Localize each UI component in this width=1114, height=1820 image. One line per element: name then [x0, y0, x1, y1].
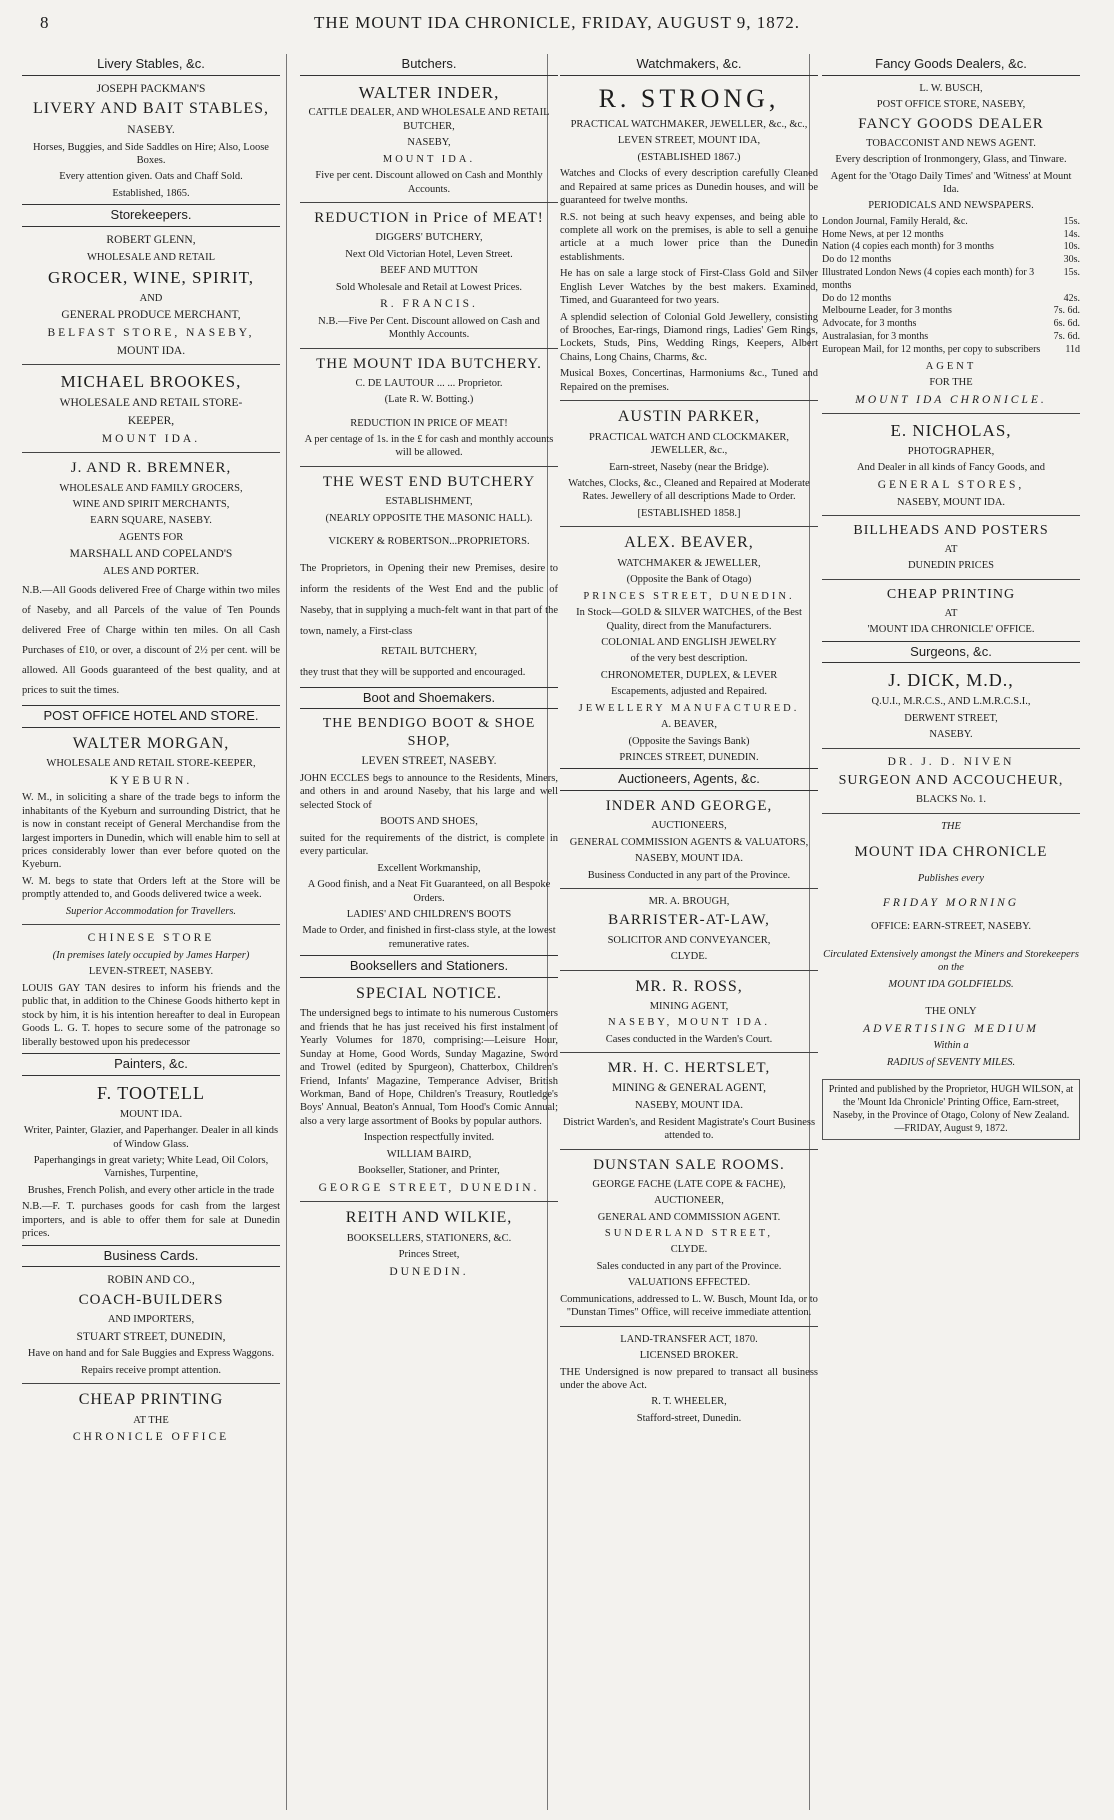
ad-body: Every attention given. Oats and Chaff Sold. — [59, 171, 243, 183]
ad-line: ADVERTISING MEDIUM — [863, 1022, 1039, 1035]
ad-title: DUNSTAN SALE ROOMS. — [593, 1156, 785, 1173]
ad-tootell — [22, 1082, 280, 1241]
ad-body: The Proprietors, in Opening their new Premises, desire to inform the residents of the West End and the public of Naseby, that in supplying a much-felt want in that part of the town, namely, a First-class — [300, 563, 558, 638]
ad-line: DERWENT STREET, — [904, 712, 998, 724]
ad-body: The undersigned begs to intimate to his numerous Customers and friends that he has just received his first instalment of Yearly Volumes for 1870, comprising:—Leisure Hour, Sunday at Home, Good Words, Sunday Magazine, Sword and Trowel (edited by Spurgeon), Chatterbox, Children's Friend, Infants' Magazine, Temperance Adviser, British Workman, Band of Hope, Children's Treasury, Routledge's Boys' Annual, Beaton's Annual, Tom Hood's Comic Annual; also a very large assortment of Books by popular authors. — [300, 1008, 558, 1127]
imprint: Printed and published by the Proprietor, HUGH WILSON, at the 'Mount Ida Chronicle' Printing Office, Earn-street, Naseby, in the Province of Otago, Colony of New Zealand. —FRIDAY, August 9, 1872. — [822, 1079, 1080, 1140]
ad-body: Established, 1865. — [112, 187, 190, 199]
ad-line: Inspection respectfully invited. — [363, 1132, 495, 1144]
divider — [822, 579, 1080, 580]
ad-body: Agent for the 'Otago Daily Times' and 'Witness' at Mount Ida. — [830, 170, 1072, 195]
ad-title: AUSTIN PARKER, — [617, 408, 761, 426]
ad-line: MINING AGENT, — [649, 1000, 729, 1012]
ad-body: Made to Order, and finished in first-class style, at the lowest remunerative rates. — [302, 925, 556, 950]
periodical-row — [822, 254, 1080, 267]
periodical-name: Australasian, for 3 months — [822, 331, 929, 343]
ad-line: BOOTS AND SHOES, — [380, 816, 478, 828]
periodical-price: 6s. 6d. — [1053, 318, 1080, 330]
ad-body: Business Conducted in any part of the Province. — [587, 869, 791, 881]
ad-line: LEVEN-STREET, NASEBY. — [88, 966, 214, 978]
periodical-row — [822, 331, 1080, 344]
ad-line: Next Old Victorian Hotel, Leven Street. — [345, 248, 513, 260]
ad-line: A. BEAVER, — [660, 719, 718, 731]
ad-body: Every description of Ironmongery, Glass, and Tinware. — [835, 154, 1067, 166]
ad-line: MOUNT IDA. — [382, 153, 476, 165]
ad-line: JEWELLERY MANUFACTURED. — [578, 702, 800, 714]
ad-line: (Opposite the Bank of Otago) — [626, 574, 752, 586]
ad-body: W. M. begs to state that Orders left at the Store will be promptly attended to, and Goods delivered twice a week. — [22, 875, 280, 901]
ad-title: CHEAP PRINTING — [886, 586, 1016, 602]
ad-line: WINE AND SPIRIT MERCHANTS, — [72, 498, 230, 510]
ad-mount-ida-chronicle — [822, 820, 1080, 1070]
divider — [822, 515, 1080, 516]
ad-line: LICENSED BROKER. — [639, 1350, 739, 1362]
section-header: Business Cards. — [22, 1245, 280, 1268]
ad-body: N.B.—F. T. purchases goods for cash from the largest importers, and is able to offer them for sale at Dunedin prices. — [22, 1201, 280, 1240]
ad-title: REDUCTION in Price of MEAT! — [314, 210, 544, 226]
divider — [22, 452, 280, 453]
ad-line: CLYDE. — [670, 1244, 708, 1256]
ad-line: WHOLESALE AND RETAIL STORE- — [59, 397, 243, 410]
ad-title: SPECIAL NOTICE. — [356, 984, 502, 1002]
ad-body: THE Undersigned is now prepared to transact all business under the above Act. — [560, 1366, 818, 1391]
section-header: Watchmakers, &c. — [560, 54, 818, 76]
ad-body: JOHN ECCLES begs to announce to the Residents, Miners, and others in and around Naseby, that his large and well selected Stock of — [300, 773, 558, 811]
ad-line: KYEBURN. — [109, 774, 193, 787]
ad-line: THE — [941, 820, 961, 832]
ad-body: Cases conducted in the Warden's Court. — [605, 1033, 773, 1045]
ad-francis — [300, 209, 558, 342]
ad-title: LIVERY AND BAIT STABLES, — [32, 100, 270, 118]
divider — [300, 1201, 558, 1202]
ad-line: (NEARLY OPPOSITE THE MASONIC HALL). — [325, 512, 533, 524]
ad-niven — [822, 755, 1080, 807]
periodical-name: Nation (4 copies each month) for 3 months — [822, 241, 994, 253]
ad-line: WHOLESALE AND FAMILY GROCERS, — [59, 482, 243, 494]
ad-dunstan — [560, 1156, 818, 1320]
ad-line: GEORGE FACHE (LATE COPE & FACHE), — [592, 1178, 786, 1190]
ad-line: Circulated Extensively amongst the Miners and Storekeepers on the — [823, 948, 1079, 974]
periodical-price: 15s. — [1063, 215, 1080, 227]
ad-line: ALES AND PORTER. — [103, 565, 199, 577]
ad-line: GENERAL AND COMMISSION AGENT. — [597, 1211, 781, 1223]
periodical-price: 42s. — [1063, 292, 1080, 304]
ad-line: PRACTICAL WATCHMAKER, JEWELLER, &c., &c., — [570, 118, 808, 130]
ad-hertslet — [560, 1059, 818, 1142]
section-header: Boot and Shoemakers. — [300, 687, 558, 710]
ad-line: AUCTIONEERS, — [651, 820, 727, 832]
periodical-row — [822, 293, 1080, 306]
section-header: Booksellers and Stationers. — [300, 955, 558, 978]
periodical-price: 10s. — [1063, 241, 1080, 253]
section-header: Surgeons, &c. — [822, 641, 1080, 664]
ad-body: In Stock—GOLD & SILVER WATCHES, of the Best Quality, direct from the Manufacturers. — [576, 607, 802, 632]
ad-west-end — [300, 473, 558, 683]
ad-cheap-printing — [22, 1390, 280, 1445]
section-header: Auctioneers, Agents, &c. — [560, 768, 818, 791]
periodical-row — [822, 344, 1080, 357]
ad-line: BOOKSELLERS, STATIONERS, &C. — [346, 1232, 512, 1244]
column-1 — [22, 54, 280, 1810]
ad-body: A per centage of 1s. in the £ for cash and monthly accounts will be allowed. — [304, 434, 554, 459]
divider — [300, 202, 558, 203]
ad-line: MOUNT IDA. — [119, 1108, 183, 1120]
ad-line: GENERAL PRODUCE MERCHANT, — [61, 309, 241, 322]
ad-title: SURGEON AND ACCOUCHEUR, — [838, 773, 1064, 789]
ad-body: suited for the requirements of the district, is complete in every particular. — [300, 832, 558, 858]
ad-packman — [22, 82, 280, 201]
ad-line: (In premises lately occupied by James Harper) — [52, 949, 250, 961]
divider — [560, 400, 818, 401]
ad-body: Have on hand and for Sale Buggies and Express Waggons. — [27, 1348, 275, 1360]
ad-title: WALTER INDER, — [358, 82, 500, 102]
ad-line: LADIES' AND CHILDREN'S BOOTS — [346, 908, 512, 920]
ad-line: WHOLESALE AND RETAIL — [86, 251, 216, 263]
ad-line: Princes Street, — [398, 1249, 460, 1261]
ad-line: VICKERY & ROBERTSON...PROPRIETORS. — [328, 535, 530, 547]
ad-line: NASEBY. — [929, 729, 973, 741]
ad-line: NASEBY, MOUNT IDA. — [634, 853, 744, 865]
ad-line: EARN SQUARE, NASEBY. — [90, 515, 212, 527]
ad-line: AGENT — [925, 360, 977, 372]
ad-line: CLYDE. — [670, 951, 708, 963]
ad-land-transfer — [560, 1333, 818, 1426]
ad-beaver — [560, 533, 818, 764]
ad-morgan — [22, 734, 280, 919]
periodical-name: Do do 12 months — [822, 292, 892, 304]
ad-inder-george — [560, 797, 818, 882]
ad-line: AGENTS FOR — [118, 531, 184, 543]
ad-line: Earn-street, Naseby (near the Bridge). — [609, 461, 769, 473]
ad-line: ROBIN AND CO., — [107, 1274, 195, 1287]
ad-line: CHRONICLE OFFICE — [72, 1431, 230, 1444]
ad-line: DUNEDIN. — [389, 1265, 469, 1278]
ad-strong — [560, 82, 818, 395]
ad-parker — [560, 407, 818, 520]
ad-line: DR. J. D. NIVEN — [887, 755, 1015, 768]
ad-title: REITH AND WILKIE, — [345, 1209, 513, 1227]
divider — [560, 1326, 818, 1327]
ad-line: KEEPER, — [127, 414, 175, 427]
ad-body: A Good finish, and a Neat Fit Guaranteed, on all Bespoke Orders. — [307, 879, 551, 904]
section-header: Storekeepers. — [22, 204, 280, 227]
divider — [560, 526, 818, 527]
ad-line: R. FRANCIS. — [380, 297, 478, 310]
column-rule — [286, 54, 287, 1810]
ad-cheap-printing-2 — [822, 586, 1080, 637]
ad-line: MR. A. BROUGH, — [648, 896, 730, 908]
ad-busch — [822, 82, 1080, 408]
section-header: Butchers. — [300, 54, 558, 76]
divider — [300, 348, 558, 349]
ad-line: AT THE — [133, 1414, 169, 1426]
ad-line: TOBACCONIST AND NEWS AGENT. — [866, 137, 1036, 149]
periodical-name: Illustrated London News (4 copies each month) for 3 months — [822, 267, 1035, 291]
ad-line: BLACKS No. 1. — [915, 794, 986, 806]
ad-nicholas — [822, 420, 1080, 509]
ad-mount-ida-butchery — [300, 355, 558, 460]
periodical-row — [822, 318, 1080, 331]
ad-line: Stafford-street, Dunedin. — [636, 1412, 742, 1424]
periodical-row — [822, 229, 1080, 242]
ad-line: NASEBY, MOUNT IDA. — [896, 496, 1006, 508]
periodical-row — [822, 216, 1080, 229]
ad-line: MINING & GENERAL AGENT, — [612, 1082, 766, 1095]
ad-line: GEORGE STREET, DUNEDIN. — [318, 1181, 540, 1194]
ad-line: Bookseller, Stationer, and Printer, — [358, 1165, 500, 1177]
ad-line: DUNEDIN PRICES — [907, 560, 995, 572]
periodical-name: European Mail, for 12 months, per copy to subscribers — [822, 343, 1041, 355]
ad-line: Q.U.I., M.R.C.S., AND L.M.R.C.S.I., — [871, 696, 1031, 708]
masthead-title: THE MOUNT IDA CHRONICLE, FRIDAY, AUGUST 9, 1872. — [313, 13, 801, 32]
ad-line: (Late R. W. Botting.) — [384, 394, 474, 406]
ad-title: MOUNT IDA CHRONICLE — [854, 844, 1048, 861]
ad-line: 'MOUNT IDA CHRONICLE' OFFICE. — [867, 624, 1035, 636]
ad-line: MOUNT IDA. — [116, 344, 186, 357]
ad-bendigo — [300, 715, 558, 951]
ad-line: CATTLE DEALER, AND WHOLESALE AND RETAIL BUTCHER, — [308, 107, 550, 132]
ad-body: R.S. not being at such heavy expenses, and being able to complete all work on the premises, is able to sell a genuine article at a much lower price than the Dunedin establishments. — [560, 211, 818, 263]
ad-body: Watches, Clocks, &c., Cleaned and Repaired at Moderate Rates. Jewellery of all descriptions Made to Order. — [568, 477, 810, 503]
ad-body: A splendid selection of Colonial Gold Jewellery, consisting of Brooches, Ear-rings, Diamond rings, Ladies' Gem Rings, Lockets, Studs, Pins, Wedding Rings, Keepers, Albert Chains, Long Chains, Charms, &c. — [560, 311, 818, 363]
ad-body: W. M., in soliciting a share of the trade begs to inform the inhabitants of the Kyeburn and surrounding District, that he is now in constant receipt of General Merchandise from the largest importers in Dunedin, which will enable him to sell at prices considerably lower than ever before quoted on the Kyeburn. — [22, 792, 280, 871]
periodical-price: 7s. 6d. — [1053, 331, 1080, 343]
ad-chinese-store — [22, 931, 280, 1049]
ad-title: CHINESE STORE — [87, 932, 215, 945]
ad-line: And Dealer in all kinds of Fancy Goods, and — [856, 462, 1046, 474]
ad-body: District Warden's, and Resident Magistrate's Court Business attended to. — [562, 1116, 816, 1142]
ad-billheads — [822, 522, 1080, 573]
ad-baird — [300, 984, 558, 1195]
ad-reith — [300, 1208, 558, 1279]
ad-title: J. AND R. BREMNER, — [70, 460, 232, 477]
ad-title: F. TOOTELL — [97, 1082, 205, 1103]
ad-title: COACH-BUILDERS — [78, 1291, 224, 1308]
ad-line: VALUATIONS EFFECTED. — [627, 1277, 751, 1289]
ad-title: THE BENDIGO BOOT & SHOE SHOP, — [322, 716, 536, 750]
ad-title: FANCY GOODS DEALER — [858, 115, 1044, 132]
ad-glenn — [22, 233, 280, 359]
ad-body: Watches and Clocks of every description carefully Cleaned and Repaired at same prices as Dunedin houses, and will be guaranteed for twelve months. — [560, 168, 818, 207]
ad-line: CHRONOMETER, DUPLEX, & LEVER — [600, 669, 778, 681]
divider — [560, 888, 818, 889]
section-header: POST OFFICE HOTEL AND STORE. — [22, 705, 280, 728]
ad-line: LAND-TRANSFER ACT, 1870. — [620, 1333, 758, 1345]
ad-body: they trust that they will be supported and encouraged. — [300, 666, 526, 678]
ad-line: FOR THE — [929, 377, 973, 389]
divider — [300, 466, 558, 467]
ad-line: Excellent Workmanship, — [377, 862, 481, 874]
ad-line: Publishes every — [917, 873, 985, 885]
section-header: Livery Stables, &c. — [22, 54, 280, 76]
ad-body: Musical Boxes, Concertinas, Harmoniums &c., Tuned and Repaired on the premises. — [560, 368, 818, 393]
ad-line: PRACTICAL WATCH AND CLOCKMAKER, JEWELLER, &c., — [588, 431, 790, 457]
divider — [22, 364, 280, 365]
ad-body: N.B.—All Goods delivered Free of Charge within two miles of Naseby, and all Parcels of the value of Ten Pounds delivered Free of Charge within ten miles. On all Cash Purchases of £10, or over, a discount of 2½ per cent. will be allowed. All Goods guaranteed of the best quality, and at prices to suit the times. — [22, 585, 280, 697]
ad-line: Within a — [933, 1040, 969, 1052]
ad-line: SUNDERLAND STREET, — [604, 1228, 774, 1240]
ad-line: POST OFFICE STORE, NASEBY, — [876, 99, 1026, 111]
ad-body: Sales conducted in any part of the Province. — [596, 1260, 782, 1272]
column-2 — [300, 54, 558, 1810]
ad-line: of the very best description. — [630, 653, 748, 665]
divider — [560, 1052, 818, 1053]
column-3 — [560, 54, 818, 1810]
ad-line: MOUNT IDA GOLDFIELDS. — [888, 978, 1014, 990]
ad-ross — [560, 977, 818, 1047]
ad-title: ALEX. BEAVER, — [624, 534, 754, 552]
ad-line: ROBERT GLENN, — [106, 233, 196, 246]
ad-line: Escapements, adjusted and Repaired. — [611, 686, 767, 698]
ad-line: NASEBY. — [127, 123, 175, 136]
ad-title: THE WEST END BUTCHERY — [322, 473, 536, 490]
ad-body: Paperhangings in great variety; White Lead, Oil Colors, Varnishes, Turpentine, — [33, 1154, 269, 1180]
ad-line: SOLICITOR AND CONVEYANCER, — [607, 934, 771, 946]
divider — [560, 1149, 818, 1150]
ad-body: Five per cent. Discount allowed on Cash and Monthly Accounts. — [315, 170, 543, 195]
ad-body: Writer, Painter, Glazier, and Paperhanger. Dealer in all kinds of Window Glass. — [23, 1125, 279, 1150]
ad-line: OFFICE: EARN-STREET, NASEBY. — [870, 921, 1032, 933]
periodical-name: Home News, at per 12 months — [822, 228, 944, 240]
ad-line: NASEBY, MOUNT IDA. — [634, 1100, 744, 1112]
ad-title: CHEAP PRINTING — [78, 1391, 224, 1409]
ad-line: BELFAST STORE, NASEBY, — [47, 326, 255, 339]
ad-title: BILLHEADS AND POSTERS — [853, 523, 1049, 539]
periodical-row — [822, 305, 1080, 318]
ad-body: N.B.—Five Per Cent. Discount allowed on Cash and Monthly Accounts. — [318, 315, 540, 341]
periodical-price: 11d — [1065, 343, 1080, 355]
ad-line: PERIODICALS AND NEWSPAPERS. — [868, 200, 1034, 212]
ad-line: WILLIAM BAIRD, — [386, 1148, 472, 1160]
ad-line: GENERAL COMMISSION AGENTS & VALUATORS, — [569, 836, 809, 848]
ad-body: Repairs receive prompt attention. — [81, 1364, 221, 1376]
ad-title: MICHAEL BROOKES, — [60, 372, 242, 392]
ad-line: DIGGERS' BUTCHERY, — [375, 232, 483, 244]
ad-line: C. DE LAUTOUR ... ... Proprietor. — [355, 377, 503, 389]
divider — [560, 970, 818, 971]
periodical-price: 30s. — [1063, 254, 1080, 266]
ad-line: (Opposite the Savings Bank) — [628, 735, 750, 747]
ad-line: R. T. WHEELER, — [651, 1396, 727, 1408]
ad-line: WATCHMAKER & JEWELLER, — [617, 557, 761, 569]
periodicals-price-list — [822, 216, 1080, 357]
ad-line: PRINCES STREET, DUNEDIN. — [583, 590, 795, 602]
divider — [822, 748, 1080, 749]
ad-body: He has on sale a large stock of First-Class Gold and Silver English Lever Watches by the best makers. Examined, Timed, and Guaranteed for two years. — [560, 268, 818, 307]
ad-line: MOUNT IDA CHRONICLE. — [855, 393, 1047, 406]
ad-line: PHOTOGRAPHER, — [907, 445, 995, 457]
ad-title: WALTER MORGAN, — [72, 734, 230, 752]
ad-brough — [560, 895, 818, 964]
periodical-name: Advocate, for 3 months — [822, 318, 917, 330]
divider — [822, 413, 1080, 414]
ad-line: NASEBY, — [407, 137, 451, 149]
ad-title: BARRISTER-AT-LAW, — [608, 912, 770, 929]
ad-line: MARSHALL AND COPELAND'S — [69, 548, 233, 561]
section-header: Painters, &c. — [22, 1053, 280, 1076]
ad-line: LEVEN STREET, MOUNT IDA, — [617, 135, 761, 147]
ad-line: PRINCES STREET, DUNEDIN. — [619, 752, 759, 764]
ad-line: STUART STREET, DUNEDIN, — [76, 1330, 226, 1343]
ad-body: Communications, addressed to L. W. Busch, Mount Ida, or to "Dunstan Times" Office, will receive immediate attention. — [560, 1293, 818, 1319]
divider — [22, 1383, 280, 1384]
ad-title: THE MOUNT IDA BUTCHERY. — [316, 355, 542, 372]
ad-line: THE ONLY — [925, 1006, 977, 1018]
ad-body: Horses, Buggies, and Side Saddles on Hire; Also, Loose Boxes. — [33, 141, 269, 166]
ad-body: LOUIS GAY TAN desires to inform his friends and the public that, in addition to the Chinese Goods hitherto kept in stock by him, it is his intention hereafter to deal in European Goods L. G. T. hopes to secure some of the patronage so liberally bestowed upon his predecessor — [22, 982, 280, 1048]
ad-brookes — [22, 371, 280, 446]
ad-bremner — [22, 459, 280, 701]
periodical-price: 15s. — [1063, 267, 1080, 279]
divider — [822, 813, 1080, 814]
ad-line: GENERAL STORES, — [877, 478, 1025, 491]
masthead — [0, 0, 1114, 46]
ad-line: BEEF AND MUTTON — [380, 265, 478, 277]
ad-line: WHOLESALE AND RETAIL STORE-KEEPER, — [46, 758, 256, 770]
ad-body: Brushes, French Polish, and every other article in the trade — [27, 1184, 275, 1196]
periodical-price: 14s. — [1063, 228, 1080, 240]
ad-line: [ESTABLISHED 1858.] — [637, 507, 741, 519]
ad-title: GROCER, WINE, SPIRIT, — [48, 268, 254, 288]
ad-title: E. NICHOLAS, — [890, 421, 1012, 441]
ad-line: AND IMPORTERS, — [107, 1314, 195, 1326]
ad-line: AUCTIONEER, — [654, 1195, 724, 1207]
ad-dick — [822, 669, 1080, 741]
periodical-name: Melbourne Leader, for 3 months — [822, 305, 952, 317]
ad-line: Sold Wholesale and Retail at Lowest Prices. — [335, 281, 523, 293]
ad-inder — [300, 82, 558, 196]
ad-line: FRIDAY MORNING — [882, 896, 1020, 909]
ad-line: JOSEPH PACKMAN'S — [96, 82, 206, 95]
periodical-row — [822, 241, 1080, 254]
ad-title: J. DICK, M.D., — [888, 670, 1014, 691]
ad-line: RADIUS of SEVENTY MILES. — [886, 1056, 1016, 1068]
ad-line: REDUCTION IN PRICE OF MEAT! — [350, 417, 508, 429]
ad-line: L. W. BUSCH, — [919, 82, 983, 94]
periodical-name: London Journal, Family Herald, &c. — [822, 215, 968, 227]
periodical-name: Do do 12 months — [822, 254, 892, 266]
periodical-price: 7s. 6d. — [1053, 305, 1080, 317]
divider — [22, 924, 280, 925]
page-number: 8 — [40, 13, 50, 32]
ad-line: Superior Accommodation for Travellers. — [65, 905, 237, 917]
ad-line: ESTABLISHMENT, — [385, 496, 473, 508]
ad-title: MR. R. ROSS, — [635, 977, 743, 995]
ad-line: AT — [944, 543, 958, 555]
ad-line: LEVEN STREET, NASEBY. — [361, 755, 497, 768]
ad-line: AT — [944, 607, 958, 619]
section-header: Fancy Goods Dealers, &c. — [822, 54, 1080, 76]
periodical-row — [822, 267, 1080, 293]
ad-title: MR. H. C. HERTSLET, — [607, 1060, 771, 1077]
ad-line: COLONIAL AND ENGLISH JEWELRY — [601, 636, 777, 648]
ad-line: AND — [139, 292, 163, 304]
ad-line: RETAIL BUTCHERY, — [381, 646, 477, 658]
ad-line: MOUNT IDA. — [101, 432, 201, 445]
column-4 — [822, 54, 1080, 1810]
ad-title: INDER AND GEORGE, — [605, 798, 773, 815]
ad-line: (ESTABLISHED 1867.) — [637, 151, 741, 163]
ad-robin — [22, 1273, 280, 1377]
ad-title: R. STRONG, — [598, 83, 780, 113]
ad-line: NASEBY, MOUNT IDA. — [607, 1017, 771, 1029]
